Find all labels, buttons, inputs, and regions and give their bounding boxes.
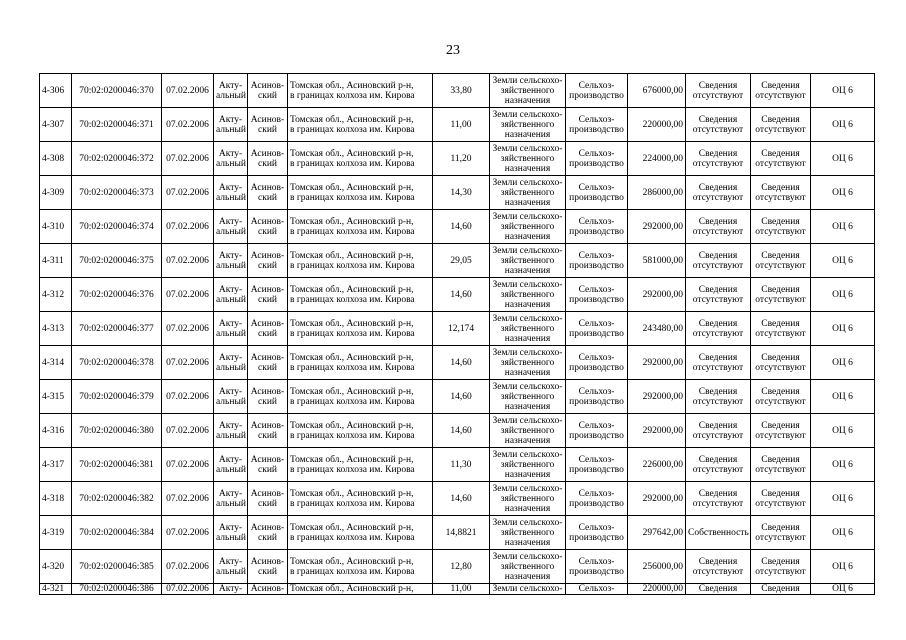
permitted-use: Сельхоз- производство <box>566 244 628 278</box>
address: Томская обл., Асиновский р-н, в границах колхоза им. Кирова <box>288 448 433 482</box>
permitted-use: Сельхоз- производство <box>566 278 628 312</box>
code: ОЦ 6 <box>811 142 875 176</box>
rights: Сведения отсутствуют <box>686 108 751 142</box>
district: Асинов- ский <box>248 108 288 142</box>
area: 14,30 <box>433 176 490 210</box>
area: 11,00 <box>433 584 490 595</box>
permitted-use: Сельхоз- производство <box>566 176 628 210</box>
code: ОЦ 6 <box>811 380 875 414</box>
table-row <box>40 482 875 516</box>
restrictions: Сведения отсутствуют <box>751 278 811 312</box>
cadastral-value: 676000,00 <box>628 74 686 108</box>
area: 33,80 <box>433 74 490 108</box>
cadastral-number: 70:02:0200046:386 <box>72 584 162 595</box>
restrictions: Сведения отсутствуют <box>751 176 811 210</box>
address: Томская обл., Асиновский р-н, в границах колхоза им. Кирова <box>288 516 433 550</box>
code: ОЦ 6 <box>811 176 875 210</box>
district: Асинов- ский <box>248 346 288 380</box>
row-number: 4-314 <box>40 346 72 380</box>
code: ОЦ 6 <box>811 74 875 108</box>
registration-date: 07.02.2006 <box>162 380 214 414</box>
table-row <box>40 278 875 312</box>
registration-date: 07.02.2006 <box>162 74 214 108</box>
land-category: Земли сельскохо- зяйственного назначения <box>490 516 566 550</box>
address: Томская обл., Асиновский р-н, в границах колхоза им. Кирова <box>288 176 433 210</box>
permitted-use: Сельхоз- производство <box>566 550 628 584</box>
cadastral-number: 70:02:0200046:380 <box>72 414 162 448</box>
cadastral-number: 70:02:0200046:374 <box>72 210 162 244</box>
restrictions: Сведения <box>751 584 811 595</box>
table-row <box>40 74 875 108</box>
registration-date: 07.02.2006 <box>162 278 214 312</box>
code: ОЦ 6 <box>811 244 875 278</box>
cadastral-value: 220000,00 <box>628 108 686 142</box>
district: Асинов- <box>248 584 288 595</box>
row-number: 4-317 <box>40 448 72 482</box>
district: Асинов- ский <box>248 550 288 584</box>
rights: Сведения отсутствуют <box>686 414 751 448</box>
cadastral-number: 70:02:0200046:373 <box>72 176 162 210</box>
row-number: 4-315 <box>40 380 72 414</box>
cadastral-value: 226000,00 <box>628 448 686 482</box>
rights: Сведения отсутствуют <box>686 380 751 414</box>
permitted-use: Сельхоз- производство <box>566 312 628 346</box>
address: Томская обл., Асиновский р-н, в границах колхоза им. Кирова <box>288 346 433 380</box>
row-number: 4-308 <box>40 142 72 176</box>
status: Акту- альный <box>214 74 248 108</box>
land-category: Земли сельскохо- зяйственного назначения <box>490 210 566 244</box>
district: Асинов- ский <box>248 482 288 516</box>
cadastral-number: 70:02:0200046:385 <box>72 550 162 584</box>
status: Акту- альный <box>214 176 248 210</box>
page-number: 23 <box>446 43 460 58</box>
address: Томская обл., Асиновский р-н, <box>288 584 433 595</box>
permitted-use: Сельхоз- производство <box>566 74 628 108</box>
land-category: Земли сельскохо- <box>490 584 566 595</box>
address: Томская обл., Асиновский р-н, в границах колхоза им. Кирова <box>288 74 433 108</box>
rights: Сведения отсутствуют <box>686 346 751 380</box>
cadastral-value: 292000,00 <box>628 482 686 516</box>
code: ОЦ 6 <box>811 312 875 346</box>
registration-date: 07.02.2006 <box>162 584 214 595</box>
code: ОЦ 6 <box>811 414 875 448</box>
district: Асинов- ский <box>248 414 288 448</box>
cadastral-value: 581000,00 <box>628 244 686 278</box>
area: 11,00 <box>433 108 490 142</box>
area: 14,60 <box>433 414 490 448</box>
permitted-use: Сельхоз- производство <box>566 346 628 380</box>
address: Томская обл., Асиновский р-н, в границах колхоза им. Кирова <box>288 550 433 584</box>
restrictions: Сведения отсутствуют <box>751 244 811 278</box>
cadastral-number: 70:02:0200046:376 <box>72 278 162 312</box>
rights: Сведения отсутствуют <box>686 312 751 346</box>
code: ОЦ 6 <box>811 108 875 142</box>
rights: Сведения отсутствуют <box>686 550 751 584</box>
land-category: Земли сельскохо- зяйственного назначения <box>490 108 566 142</box>
area: 14,60 <box>433 380 490 414</box>
cadastral-value: 286000,00 <box>628 176 686 210</box>
district: Асинов- ский <box>248 516 288 550</box>
district: Асинов- ский <box>248 142 288 176</box>
status: Акту- альный <box>214 380 248 414</box>
restrictions: Сведения отсутствуют <box>751 550 811 584</box>
land-category: Земли сельскохо- зяйственного назначения <box>490 244 566 278</box>
table-row <box>40 142 875 176</box>
code: ОЦ 6 <box>811 448 875 482</box>
address: Томская обл., Асиновский р-н, в границах колхоза им. Кирова <box>288 414 433 448</box>
land-category: Земли сельскохо- зяйственного назначения <box>490 550 566 584</box>
address: Томская обл., Асиновский р-н, в границах колхоза им. Кирова <box>288 278 433 312</box>
permitted-use: Сельхоз- производство <box>566 414 628 448</box>
registration-date: 07.02.2006 <box>162 448 214 482</box>
land-category: Земли сельскохо- зяйственного назначения <box>490 414 566 448</box>
restrictions: Сведения отсутствуют <box>751 346 811 380</box>
address: Томская обл., Асиновский р-н, в границах колхоза им. Кирова <box>288 244 433 278</box>
registration-date: 07.02.2006 <box>162 414 214 448</box>
row-number: 4-319 <box>40 516 72 550</box>
row-number: 4-313 <box>40 312 72 346</box>
area: 14,60 <box>433 346 490 380</box>
permitted-use: Сельхоз- производство <box>566 108 628 142</box>
registration-date: 07.02.2006 <box>162 516 214 550</box>
land-category: Земли сельскохо- зяйственного назначения <box>490 278 566 312</box>
permitted-use: Сельхоз- производство <box>566 448 628 482</box>
table-row <box>40 516 875 550</box>
cadastral-number: 70:02:0200046:372 <box>72 142 162 176</box>
table-row <box>40 312 875 346</box>
restrictions: Сведения отсутствуют <box>751 482 811 516</box>
restrictions: Сведения отсутствуют <box>751 142 811 176</box>
registration-date: 07.02.2006 <box>162 482 214 516</box>
code: ОЦ 6 <box>811 210 875 244</box>
rights: Сведения отсутствуют <box>686 278 751 312</box>
cadastral-number: 70:02:0200046:370 <box>72 74 162 108</box>
cadastral-number: 70:02:0200046:377 <box>72 312 162 346</box>
restrictions: Сведения отсутствуют <box>751 516 811 550</box>
district: Асинов- ский <box>248 74 288 108</box>
registration-date: 07.02.2006 <box>162 210 214 244</box>
status: Акту- альный <box>214 482 248 516</box>
land-category: Земли сельскохо- зяйственного назначения <box>490 346 566 380</box>
land-category: Земли сельскохо- зяйственного назначения <box>490 312 566 346</box>
code: ОЦ 6 <box>811 278 875 312</box>
cadastral-value: 243480,00 <box>628 312 686 346</box>
status: Акту- <box>214 584 248 595</box>
area: 14,60 <box>433 210 490 244</box>
permitted-use: Сельхоз- производство <box>566 482 628 516</box>
status: Акту- альный <box>214 448 248 482</box>
registration-date: 07.02.2006 <box>162 346 214 380</box>
registration-date: 07.02.2006 <box>162 550 214 584</box>
status: Акту- альный <box>214 414 248 448</box>
table-row <box>40 176 875 210</box>
registration-date: 07.02.2006 <box>162 244 214 278</box>
rights: Собственность <box>686 516 751 550</box>
permitted-use: Сельхоз- производство <box>566 516 628 550</box>
area: 11,30 <box>433 448 490 482</box>
table-row <box>40 448 875 482</box>
land-category: Земли сельскохо- зяйственного назначения <box>490 448 566 482</box>
code: ОЦ 6 <box>811 584 875 595</box>
cadastral-value: 292000,00 <box>628 278 686 312</box>
district: Асинов- ский <box>248 380 288 414</box>
restrictions: Сведения отсутствуют <box>751 74 811 108</box>
permitted-use: Сельхоз- <box>566 584 628 595</box>
row-number: 4-307 <box>40 108 72 142</box>
cadastral-number: 70:02:0200046:382 <box>72 482 162 516</box>
cadastral-value: 292000,00 <box>628 346 686 380</box>
restrictions: Сведения отсутствуют <box>751 108 811 142</box>
rights: Сведения отсутствуют <box>686 482 751 516</box>
restrictions: Сведения отсутствуют <box>751 210 811 244</box>
address: Томская обл., Асиновский р-н, в границах колхоза им. Кирова <box>288 142 433 176</box>
restrictions: Сведения отсутствуют <box>751 448 811 482</box>
row-number: 4-311 <box>40 244 72 278</box>
row-number: 4-318 <box>40 482 72 516</box>
land-category: Земли сельскохо- зяйственного назначения <box>490 176 566 210</box>
table-row <box>40 244 875 278</box>
registration-date: 07.02.2006 <box>162 142 214 176</box>
area: 14,60 <box>433 482 490 516</box>
address: Томская обл., Асиновский р-н, в границах колхоза им. Кирова <box>288 312 433 346</box>
area: 11,20 <box>433 142 490 176</box>
registration-date: 07.02.2006 <box>162 176 214 210</box>
permitted-use: Сельхоз- производство <box>566 210 628 244</box>
row-number: 4-306 <box>40 74 72 108</box>
code: ОЦ 6 <box>811 550 875 584</box>
address: Томская обл., Асиновский р-н, в границах колхоза им. Кирова <box>288 482 433 516</box>
restrictions: Сведения отсутствуют <box>751 380 811 414</box>
land-category: Земли сельскохо- зяйственного назначения <box>490 74 566 108</box>
table-row <box>40 210 875 244</box>
cadastral-value: 292000,00 <box>628 380 686 414</box>
table-body <box>40 74 875 595</box>
land-category: Земли сельскохо- зяйственного назначения <box>490 482 566 516</box>
area: 12,174 <box>433 312 490 346</box>
status: Акту- альный <box>214 142 248 176</box>
rights: Сведения отсутствуют <box>686 244 751 278</box>
permitted-use: Сельхоз- производство <box>566 380 628 414</box>
cadastral-value: 220000,00 <box>628 584 686 595</box>
rights: Сведения отсутствуют <box>686 176 751 210</box>
row-number: 4-309 <box>40 176 72 210</box>
rights: Сведения отсутствуют <box>686 448 751 482</box>
area: 14,8821 <box>433 516 490 550</box>
registration-date: 07.02.2006 <box>162 108 214 142</box>
table-row <box>40 380 875 414</box>
cadastral-number: 70:02:0200046:378 <box>72 346 162 380</box>
status: Акту- альный <box>214 516 248 550</box>
row-number: 4-321 <box>40 584 72 595</box>
rights: Сведения отсутствуют <box>686 142 751 176</box>
district: Асинов- ский <box>248 278 288 312</box>
cadastral-number: 70:02:0200046:381 <box>72 448 162 482</box>
table-row <box>40 550 875 584</box>
cadastral-value: 224000,00 <box>628 142 686 176</box>
status: Акту- альный <box>214 210 248 244</box>
cadastral-number: 70:02:0200046:375 <box>72 244 162 278</box>
cadastral-value: 297642,00 <box>628 516 686 550</box>
cadastral-number: 70:02:0200046:371 <box>72 108 162 142</box>
status: Акту- альный <box>214 312 248 346</box>
land-parcels-table <box>39 73 875 595</box>
code: ОЦ 6 <box>811 346 875 380</box>
address: Томская обл., Асиновский р-н, в границах колхоза им. Кирова <box>288 108 433 142</box>
row-number: 4-316 <box>40 414 72 448</box>
restrictions: Сведения отсутствуют <box>751 414 811 448</box>
district: Асинов- ский <box>248 244 288 278</box>
area: 12,80 <box>433 550 490 584</box>
status: Акту- альный <box>214 244 248 278</box>
status: Акту- альный <box>214 108 248 142</box>
district: Асинов- ский <box>248 448 288 482</box>
address: Томская обл., Асиновский р-н, в границах колхоза им. Кирова <box>288 210 433 244</box>
registration-date: 07.02.2006 <box>162 312 214 346</box>
code: ОЦ 6 <box>811 516 875 550</box>
district: Асинов- ский <box>248 176 288 210</box>
row-number: 4-310 <box>40 210 72 244</box>
rights: Сведения <box>686 584 751 595</box>
cadastral-number: 70:02:0200046:379 <box>72 380 162 414</box>
district: Асинов- ский <box>248 210 288 244</box>
address: Томская обл., Асиновский р-н, в границах колхоза им. Кирова <box>288 380 433 414</box>
cadastral-number: 70:02:0200046:384 <box>72 516 162 550</box>
land-category: Земли сельскохо- зяйственного назначения <box>490 380 566 414</box>
status: Акту- альный <box>214 278 248 312</box>
area: 14,60 <box>433 278 490 312</box>
permitted-use: Сельхоз- производство <box>566 142 628 176</box>
land-category: Земли сельскохо- зяйственного назначения <box>490 142 566 176</box>
cadastral-value: 292000,00 <box>628 210 686 244</box>
row-number: 4-312 <box>40 278 72 312</box>
code: ОЦ 6 <box>811 482 875 516</box>
rights: Сведения отсутствуют <box>686 74 751 108</box>
table-row <box>40 346 875 380</box>
status: Акту- альный <box>214 346 248 380</box>
table-row <box>40 414 875 448</box>
rights: Сведения отсутствуют <box>686 210 751 244</box>
row-number: 4-320 <box>40 550 72 584</box>
district: Асинов- ский <box>248 312 288 346</box>
area: 29,05 <box>433 244 490 278</box>
table-row <box>40 108 875 142</box>
restrictions: Сведения отсутствуют <box>751 312 811 346</box>
status: Акту- альный <box>214 550 248 584</box>
cadastral-value: 292000,00 <box>628 414 686 448</box>
table-row-partial <box>40 584 875 595</box>
cadastral-value: 256000,00 <box>628 550 686 584</box>
